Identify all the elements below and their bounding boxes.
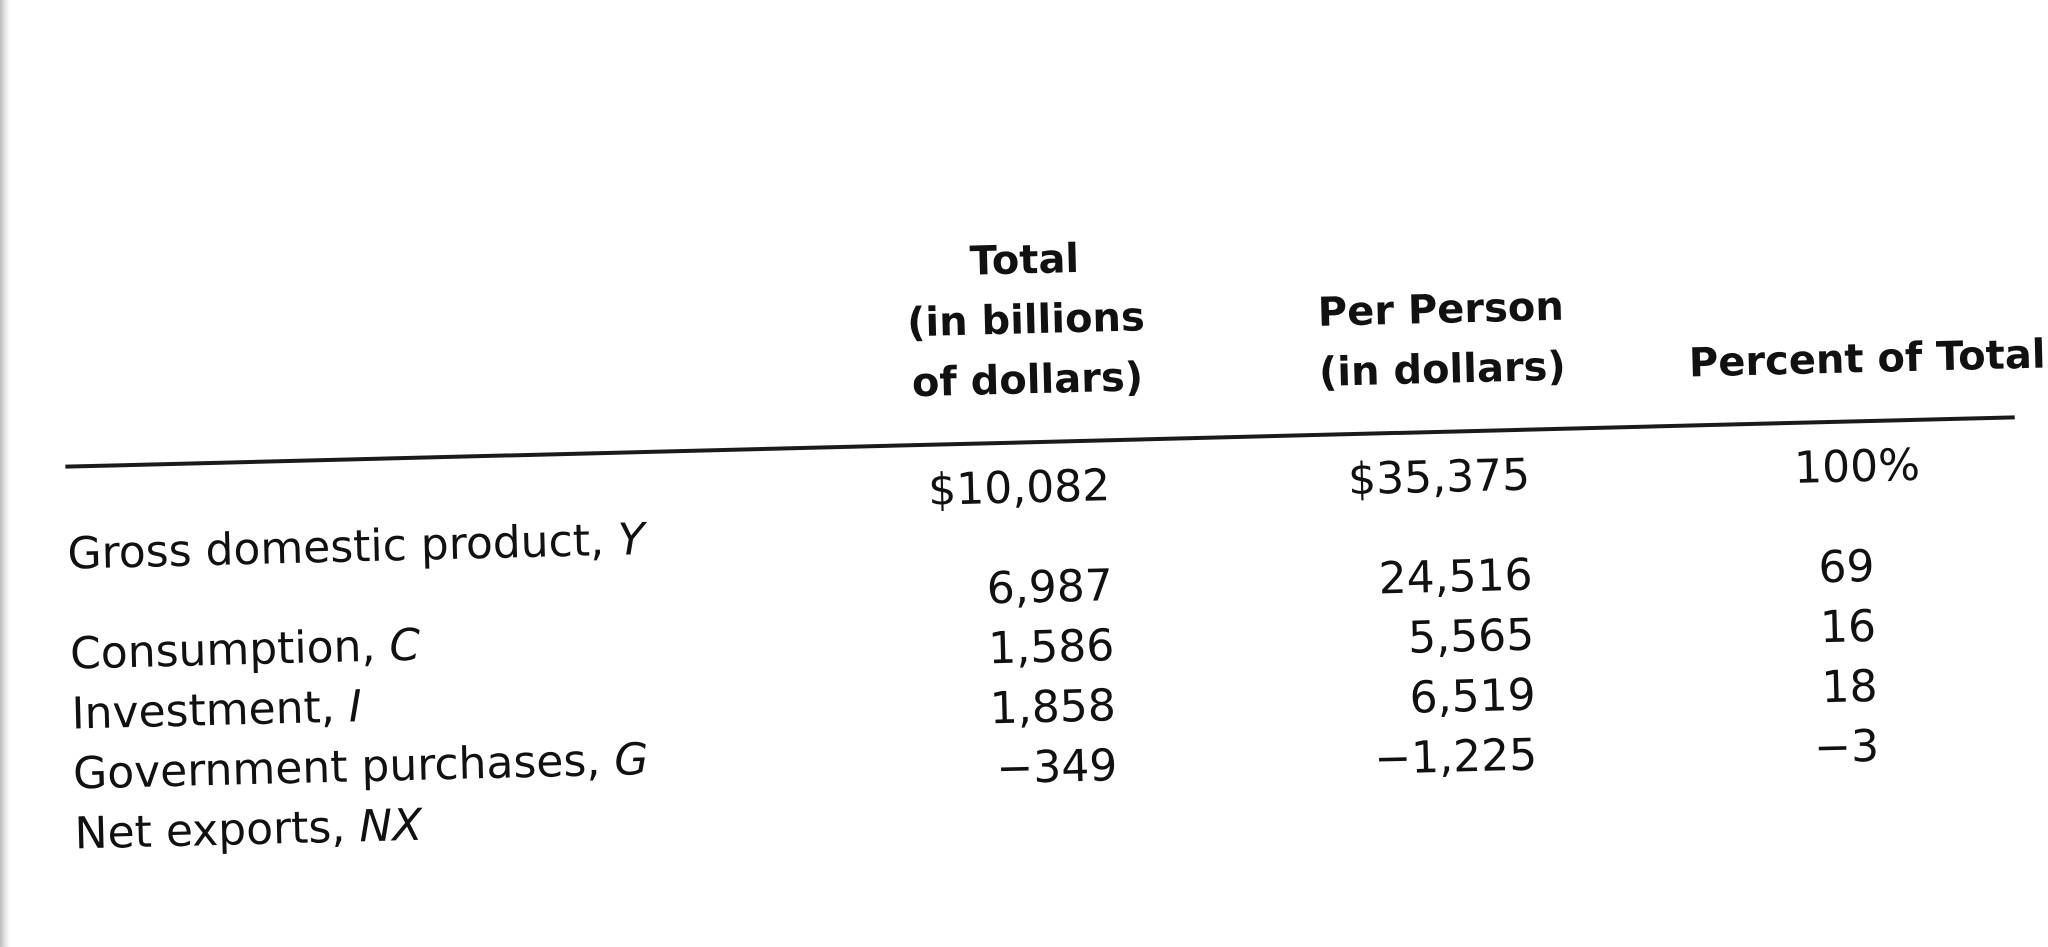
cell-government-per-person: 6,519 bbox=[1409, 669, 1537, 724]
row-label-government-variable: G bbox=[613, 734, 649, 786]
row-label-gdp-variable: Y bbox=[617, 514, 646, 566]
row-label-consumption-text: Consumption, bbox=[69, 620, 391, 680]
cell-investment-per-person: 5,565 bbox=[1407, 609, 1535, 664]
cell-investment-percent: 16 bbox=[1819, 600, 1877, 654]
cell-government-percent: 18 bbox=[1820, 660, 1879, 714]
row-label-investment-text: Investment, bbox=[70, 681, 350, 740]
cell-consumption-per-person: 24,516 bbox=[1377, 549, 1534, 605]
cell-net-exports-percent: −3 bbox=[1813, 720, 1880, 774]
row-label-net-exports-variable: NX bbox=[358, 799, 423, 853]
header-total-line-1: Total bbox=[969, 235, 1080, 285]
cell-government-total: 1,858 bbox=[989, 680, 1117, 735]
cell-gdp-percent: 100% bbox=[1793, 439, 1921, 494]
header-percent-of-total: Percent of Total bbox=[1688, 331, 2047, 387]
row-label-consumption bbox=[69, 616, 421, 685]
header-total-line-2: (in billions bbox=[906, 294, 1146, 347]
header-per-person-line-2: (in dollars) bbox=[1318, 343, 1567, 396]
header-total-line-3: of dollars) bbox=[911, 354, 1144, 407]
row-label-net-exports-text: Net exports, bbox=[74, 801, 360, 860]
cell-net-exports-per-person: −1,225 bbox=[1373, 729, 1538, 785]
header-per-person-line-1: Per Person bbox=[1317, 283, 1565, 336]
row-label-investment bbox=[71, 677, 363, 744]
row-label-gdp bbox=[67, 510, 646, 585]
row-label-gdp-text: Gross domestic product, bbox=[66, 514, 619, 580]
cell-net-exports-total: −349 bbox=[995, 740, 1118, 795]
row-label-government-text: Government purchases, bbox=[72, 734, 615, 800]
row-label-net-exports bbox=[74, 796, 423, 865]
cell-investment-total: 1,586 bbox=[987, 620, 1115, 675]
cell-consumption-percent: 69 bbox=[1817, 540, 1876, 594]
row-label-investment-variable: I bbox=[348, 681, 363, 733]
cell-gdp-per-person: $35,375 bbox=[1347, 449, 1531, 506]
cell-gdp-total: $10,082 bbox=[927, 460, 1111, 516]
cell-consumption-total: 6,987 bbox=[986, 560, 1114, 615]
row-label-consumption-variable: C bbox=[388, 619, 421, 672]
